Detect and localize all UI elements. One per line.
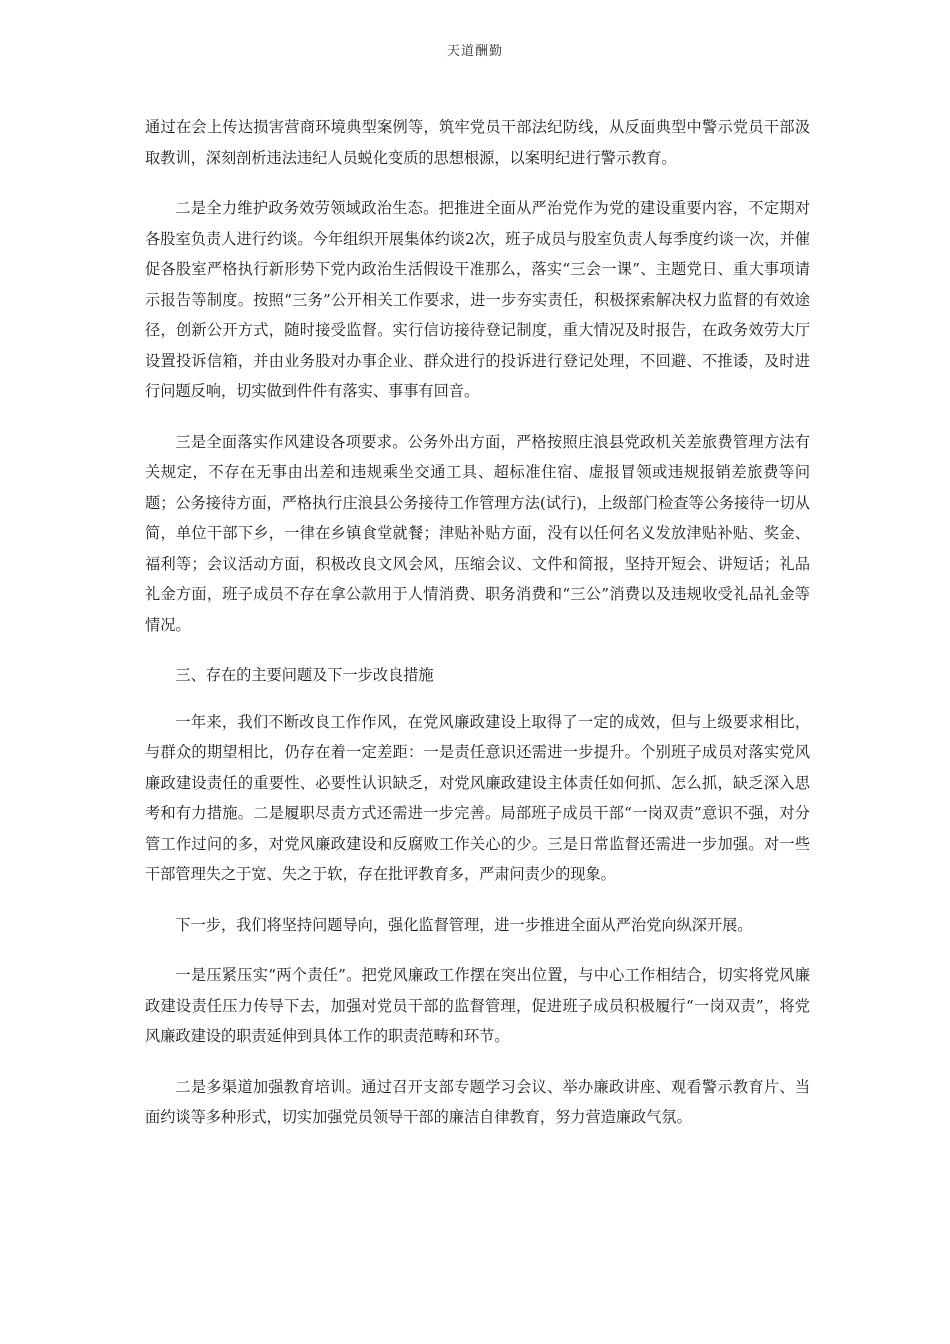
- paragraph-two-responsibilities: 一是压紧压实“两个责任”。把党风廉政工作摆在突出位置，与中心工作相结合，切实将党风廉政建设责任压力传导下去，加强对党员干部的监督管理，促进班子成员积极履行“一岗双责”，将党风廉政建设的职责延伸到具体工作的职责范畴和环节。: [145, 966, 810, 1045]
- paragraph-work-style: 三是全面落实作风建设各项要求。公务外出方面，严格按照庄浪县党政机关差旅费管理方法有关规定，不存在无事由出差和违规乘坐交通工具、超标准住宿、虚报冒领或违规报销差旅费等问题；公务接待方面，严格执行庄浪县公务接待工作管理方法(试行)，上级部门检查等公务接待一切从简，单位干部下乡，一律在乡镇食堂就餐；津贴补贴方面，没有以任何名义发放津贴补贴、奖金、福利等；会议活动方面，积极改良文风会风，压缩会议、文件和简报，坚持开短会、讲短话；礼品礼金方面，班子成员不存在拿公款用于人情消费、职务消费和“三公”消费以及违规收受礼品礼金等情况。: [145, 432, 810, 634]
- document-body: [145, 112, 810, 1153]
- paragraph-next-step: 下一步，我们将坚持问题导向，强化监督管理，进一步推进全面从严治党向纵深开展。: [175, 915, 753, 934]
- paragraph-continuation: 通过在会上传达损害营商环境典型案例等，筑牢党员干部法纪防线，从反面典型中警示党员干部汲取教训，深刻剖析违法违纪人员蜕化变质的思想根源，以案明纪进行警示教育。: [145, 118, 810, 167]
- paragraph-education-training: 二是多渠道加强教育培训。通过召开支部专题学习会议、举办廉政讲座、观看警示教育片、当面约谈等多种形式，切实加强党员领导干部的廉洁自律教育，努力营造廉政气氛。: [145, 1077, 810, 1126]
- page-header: 天道酬勤: [446, 44, 503, 59]
- paragraph-problems: 一年来，我们不断改良工作作风，在党风廉政建设上取得了一定的成效，但与上级要求相比，与群众的期望相比，仍存在着一定差距：一是责任意识还需进一步提升。个别班子成员对落实党风廉政建设责任的重要性、必要性认识缺乏，对党风廉政建设主体责任如何抓、怎么抓，缺乏深入思考和有力措施。二是履职尽责方式还需进一步完善。局部班子成员干部“一岗双责”意识不强，对分管工作过问的多，对党风廉政建设和反腐败工作关心的少。三是日常监督还需进一步加强。对一些干部管理失之于宽、失之于软，存在批评教育多，严肃问责少的现象。: [145, 712, 810, 883]
- paragraph-political-ecology: 二是全力维护政务效劳领域政治生态。把推进全面从严治党作为党的建设重要内容，不定期对各股室负责人进行约谈。今年组织开展集体约谈2次，班子成员与股室负责人每季度约谈一次，并催促各股室严格执行新形势下党内政治生活假设干准那么，落实“三会一课”、主题党日、重大事项请示报告等制度。按照“三务”公开相关工作要求，进一步夯实责任，积极探索解决权力监督的有效途径，创新公开方式，随时接受监督。实行信访接待登记制度，重大情况及时报告，在政务效劳大厅设置投诉信箱，并由业务股对办事企业、群众进行的投诉进行登记处理，不回避、不推诿，及时进行问题反响，切实做到件件有落实、事事有回音。: [145, 199, 810, 400]
- section-heading-problems: 三、存在的主要问题及下一步改良措施: [175, 666, 434, 684]
